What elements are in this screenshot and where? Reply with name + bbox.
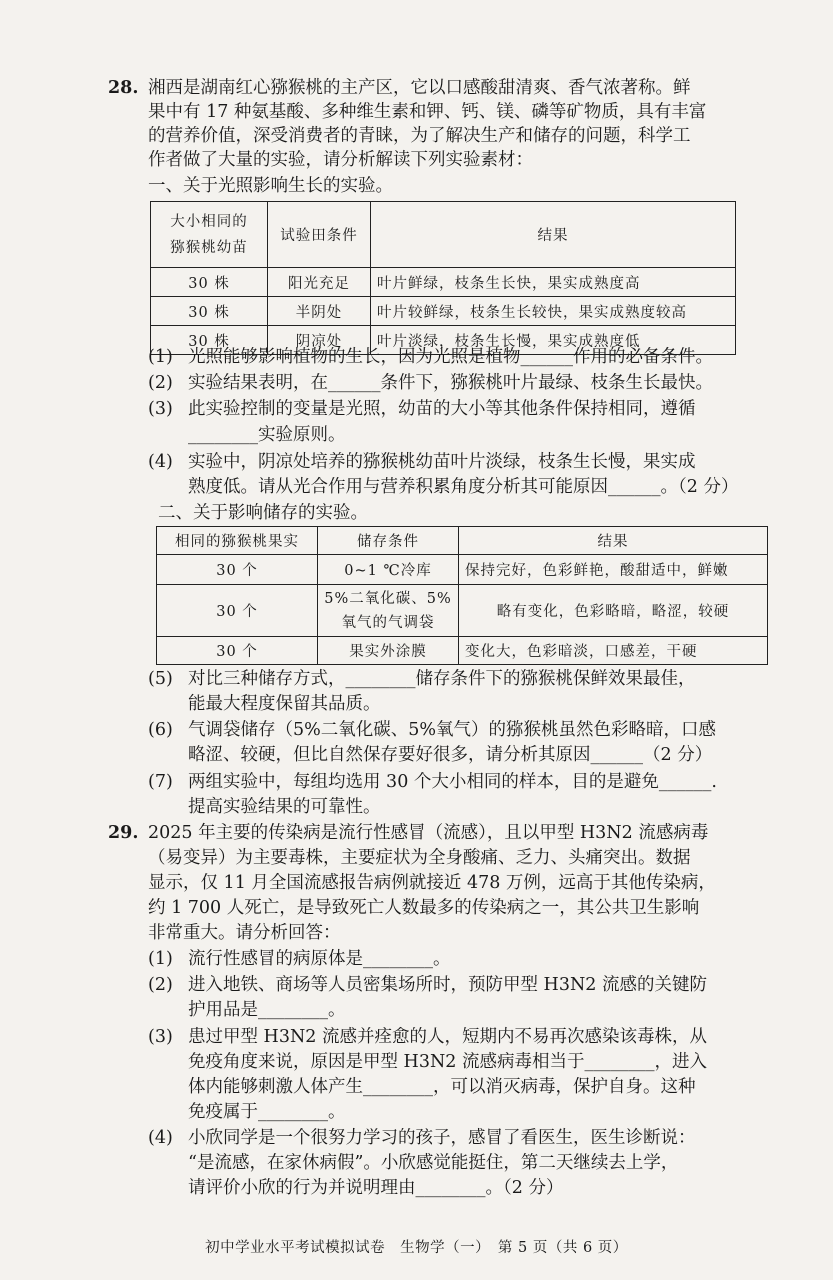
q28-sub6-number: (6) (148, 720, 173, 740)
q29-sub4-continuation-1: “是流感，在家休病假”。小欣感觉能挺住，第二天继续去上学， (188, 1153, 679, 1173)
question-29-intro-line-1: 2025 年主要的传染病是流行性感冒（流感），且以甲型 H3N2 流感病毒 (148, 823, 709, 843)
q29-sub3-number: (3) (148, 1027, 173, 1047)
table2-row3-condition: 果实外涂膜 (318, 637, 459, 665)
q29-sub2 (148, 974, 707, 997)
q28-sub2-text: 实验结果表明，在______条件下，猕猴桃叶片最绿、枝条生长最快。 (188, 373, 713, 393)
table1-row2-result: 叶片较鲜绿，枝条生长较快，果实成熟度较高 (371, 297, 736, 326)
table2-row1-condition: 0~1 ℃冷库 (318, 555, 459, 585)
table1-row3-condition: 阴凉处 (268, 326, 371, 355)
table2-row2-condition (318, 585, 459, 637)
q28-sub4-text: 实验中，阴凉处培养的猕猴桃幼苗叶片淡绿，枝条生长慢，果实成 (188, 452, 696, 472)
section-1-heading: 一、关于光照影响生长的实验。 (148, 176, 393, 196)
q29-sub3-continuation-3: 免疫属于________。 (188, 1102, 346, 1122)
table1-row2-condition: 半阴处 (268, 297, 371, 326)
table2-row1-result: 保持完好，色彩鲜艳，酸甜适中，鲜嫩 (459, 555, 768, 585)
table2-header-condition: 储存条件 (318, 527, 459, 555)
q28-sub1-number: (1) (148, 347, 173, 367)
q29-sub1 (148, 948, 451, 971)
q29-sub4 (148, 1127, 696, 1150)
question-29-intro-line-5: 非常重大。请分析回答： (148, 923, 341, 943)
q28-sub1-text: 光照能够影响植物的生长，因为光照是植物______作用的必备条件。 (188, 347, 713, 367)
q28-sub4 (148, 451, 696, 474)
q28-sub2-number: (2) (148, 373, 173, 393)
question-28-number: 28. (108, 78, 139, 98)
q29-sub3-continuation-1: 免疫角度来说，原因是甲型 H3N2 流感病毒相当于________，进入 (188, 1052, 707, 1072)
light-experiment-table (150, 201, 736, 355)
question-28-intro-line-4: 作者做了大量的实验，请分析解读下列实验素材： (148, 150, 533, 170)
q29-sub1-number: (1) (148, 949, 173, 969)
q28-sub7 (148, 771, 717, 794)
table2-header-fruit: 相同的猕猴桃果实 (157, 527, 318, 555)
q29-sub4-continuation-2: 请评价小欣的行为并说明理由________。（2 分） (188, 1178, 564, 1198)
q29-sub3 (148, 1026, 707, 1049)
question-29-intro-line-3: 显示，仅 11 月全国流感报告病例就接近 478 万例，远高于其他传染病， (148, 873, 716, 893)
q28-sub4-continuation: 熟度低。请从光合作用与营养积累角度分析其可能原因______。（2 分） (188, 477, 739, 497)
question-28-intro-line-2: 果中有 17 种氨基酸、多种维生素和钾、钙、镁、磷等矿物质，具有丰富 (148, 102, 707, 122)
q28-sub3-text: 此实验控制的变量是光照，幼苗的大小等其他条件保持相同，遵循 (188, 399, 696, 419)
table1-header-seedlings (151, 202, 268, 268)
table2-row1-count: 30 个 (157, 555, 318, 585)
q28-sub5 (148, 668, 696, 691)
table2-row2-result: 略有变化，色彩略暗，略涩，较硬 (459, 585, 768, 637)
q28-sub5-text: 对比三种储存方式，________储存条件下的猕猴桃保鲜效果最佳， (188, 669, 696, 689)
question-28-intro-line-3: 的营养价值，深受消费者的青睐，为了解决生产和储存的问题，科学工 (148, 126, 691, 146)
table2-row2-count: 30 个 (157, 585, 318, 637)
table2-row3-count: 30 个 (157, 637, 318, 665)
storage-experiment-table (156, 526, 768, 665)
q28-sub6 (148, 719, 716, 742)
table1-row1-result: 叶片鲜绿，枝条生长快，果实成熟度高 (371, 268, 736, 297)
table2-row3-result: 变化大，色彩暗淡，口感差，干硬 (459, 637, 768, 665)
q28-sub7-continuation: 提高实验结果的可靠性。 (188, 797, 381, 817)
page-footer: 初中学业水平考试模拟试卷 生物学（一） 第 5 页（共 6 页） (205, 1240, 628, 1256)
table2-row2-condition-line2: 氧气的气调袋 (341, 614, 435, 631)
table1-header-condition: 试验田条件 (268, 202, 371, 268)
q29-sub2-number: (2) (148, 975, 173, 995)
section-2-heading: 二、关于影响储存的实验。 (158, 503, 368, 523)
table1-row1-condition: 阳光充足 (268, 268, 371, 297)
q28-sub3 (148, 398, 696, 421)
q28-sub3-number: (3) (148, 399, 173, 419)
table1-row2-count: 30 株 (151, 297, 268, 326)
q28-sub6-text: 气调袋储存（5%二氧化碳、5%氧气）的猕猴桃虽然色彩略暗，口感 (188, 720, 717, 740)
q28-sub2 (148, 372, 713, 395)
q29-sub2-text: 进入地铁、商场等人员密集场所时，预防甲型 H3N2 流感的关键防 (188, 975, 707, 995)
q29-sub3-text: 患过甲型 H3N2 流感并痊愈的人，短期内不易再次感染该毒株，从 (188, 1027, 707, 1047)
q28-sub7-text: 两组实验中，每组均选用 30 个大小相同的样本，目的是避免______. (188, 772, 717, 792)
q29-sub4-text: 小欣同学是一个很努力学习的孩子，感冒了看医生，医生诊断说： (188, 1128, 696, 1148)
table1-header-seedlings-line1: 大小相同的 (170, 213, 248, 230)
question-29-number: 29. (108, 823, 139, 843)
table2-header-result: 结果 (459, 527, 768, 555)
question-29-intro-line-4: 约 1 700 人死亡，是导致死亡人数最多的传染病之一，其公共卫生影响 (148, 898, 700, 918)
question-28-intro-line-1: 湘西是湖南红心猕猴桃的主产区，它以口感酸甜清爽、香气浓著称。鲜 (148, 78, 691, 98)
q29-sub2-continuation: 护用品是________。 (188, 1000, 346, 1020)
q28-sub4-number: (4) (148, 452, 173, 472)
table1-header-result: 结果 (371, 202, 736, 268)
q28-sub3-continuation: ________实验原则。 (188, 425, 346, 445)
q28-sub5-number: (5) (148, 669, 173, 689)
table2-row2-condition-line1: 5%二氧化碳、5% (324, 590, 452, 607)
table1-row3-result: 叶片淡绿，枝条生长慢，果实成熟度低 (371, 326, 736, 355)
q28-sub1 (148, 346, 713, 369)
q28-sub5-continuation: 能最大程度保留其品质。 (188, 694, 381, 714)
table1-header-seedlings-line2: 猕猴桃幼苗 (170, 239, 248, 256)
q28-sub6-continuation: 略涩、较硬，但比自然保存要好很多，请分析其原因______（2 分） (188, 745, 713, 765)
question-29-intro-line-2: （易变异）为主要毒株，主要症状为全身酸痛、乏力、头痛突出。数据 (148, 848, 691, 868)
q29-sub4-number: (4) (148, 1128, 173, 1148)
table1-row1-count: 30 株 (151, 268, 268, 297)
table1-row3-count: 30 株 (151, 326, 268, 355)
q29-sub1-text: 流行性感冒的病原体是________。 (188, 949, 451, 969)
q28-sub7-number: (7) (148, 772, 173, 792)
q29-sub3-continuation-2: 体内能够刺激人体产生________，可以消灭病毒，保护自身。这种 (188, 1077, 696, 1097)
